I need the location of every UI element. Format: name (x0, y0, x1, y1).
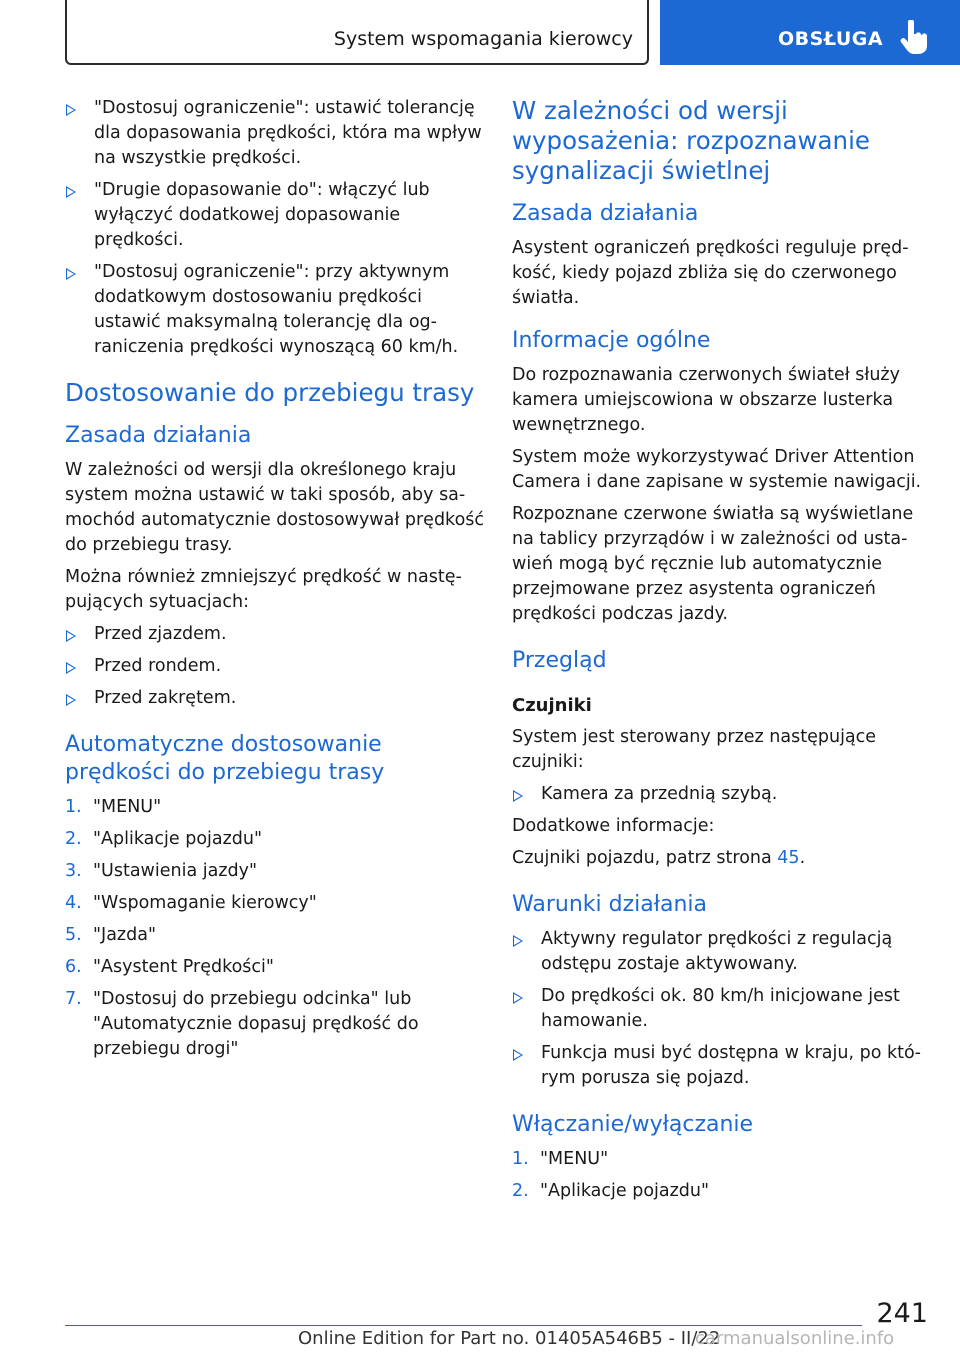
bullet-triangle-icon (513, 790, 523, 802)
bullet-triangle-icon (66, 630, 76, 642)
list-item: Przed zjazdem. (65, 622, 485, 647)
subsection-title-conditions: Warunki działania (512, 892, 707, 917)
minor-title-sensors: Czujniki (512, 695, 592, 716)
list-item: Przed zakrętem. (65, 686, 485, 711)
paragraph: W zależności od wersji dla określonego kraju system można ustawić w taki sposób, aby samochód automatycznie dostosowywał prędkość do przebiegu trasy. (65, 460, 485, 555)
list-item: 3. "Ustawienia jazdy" (65, 861, 258, 881)
subsection-title-onoff: Włączanie/wyłączanie (512, 1112, 754, 1137)
list-item: 4. "Wspomaganie kierowcy" (65, 893, 317, 913)
header-chapter-tab (660, 0, 960, 65)
list-item: Funkcja musi być dostępna w kraju, po którym porusza się pojazd. (512, 1041, 932, 1091)
list-item: 1. "MENU" (65, 797, 162, 817)
header-section-box (65, 0, 649, 65)
subsection-title-principle: Zasada działania (65, 423, 252, 448)
list-item: Kamera za przednią szybą. (512, 782, 932, 807)
bullet-triangle-icon (66, 662, 76, 674)
bullet-triangle-icon (66, 694, 76, 706)
paragraph: Można również zmniejszyć prędkość w następujących sytuacjach: (65, 567, 462, 612)
subsection-title-overview: Przegląd (512, 648, 607, 673)
right-column (512, 96, 932, 1211)
paragraph: Asystent ograniczeń prędkości reguluje prędkość, kiedy pojazd zbliża się do czerwonego światła. (512, 238, 909, 308)
section-title-route-adaptation: Dostosowanie do przebiegu trasy (65, 378, 475, 407)
list-item: 2. "Aplikacje pojazdu" (65, 829, 263, 849)
section-title-traffic-lights: W zależności od wersji wyposażenia: rozpoznawanie sygnalizacji świetlnej (512, 96, 870, 185)
sensors-list (512, 782, 932, 807)
list-item: 5. "Jazda" (65, 925, 157, 945)
list-item: "Dostosuj ograniczenie": ustawić tolerancję dla dopasowania prędkości, która ma wpływ na wszystkie prędkości. (65, 96, 485, 171)
tolerance-options-list (65, 96, 485, 360)
bullet-triangle-icon (513, 1049, 523, 1061)
onoff-steps-list (512, 1147, 932, 1204)
bullet-triangle-icon (66, 104, 76, 116)
paragraph: System może wykorzystywać Driver Attention Camera i dane zapisane w systemie nawigacji. (512, 447, 922, 492)
bullet-triangle-icon (66, 186, 76, 198)
conditions-list (512, 927, 932, 1091)
list-item: "Dostosuj ograniczenie": przy aktywnym dodatkowym dostosowaniu prędkości ustawić maksymalną tolerancję dla ograniczenia prędkości wynoszącą 60 km/h. (65, 260, 485, 360)
subsection-title-auto-adaptation: Automatyczne dostosowanie prędkości do przebiegu trasy (65, 732, 385, 785)
paragraph: Dodatkowe informacje: (512, 816, 715, 836)
list-item: 7. "Dostosuj do przebiegu odcinka" lub "Automatycznie dopasuj prędkość do przebiegu drogi" (65, 989, 419, 1059)
list-item: 1. "MENU" (512, 1149, 609, 1169)
page-number: 241 (876, 1298, 928, 1329)
subsection-title-general: Informacje ogólne (512, 328, 711, 353)
page-reference-link[interactable]: 45 (777, 848, 800, 868)
footer-divider (65, 1325, 862, 1326)
list-item: Aktywny regulator prędkości z regulacją odstępu zostaje aktywowany. (512, 927, 932, 977)
header-chapter-label: OBSŁUGA (778, 28, 884, 50)
list-item: Do prędkości ok. 80 km/h inicjowane jest hamowanie. (512, 984, 932, 1034)
list-item: Przed rondem. (65, 654, 485, 679)
header-section-title: System wspomagania kierowcy (333, 28, 633, 50)
subsection-title-principle: Zasada działania (512, 201, 699, 226)
list-item: 6. "Asystent Prędkości" (65, 957, 274, 977)
footer-edition-text: Online Edition for Part no. 01405A546B5 - II/22 (298, 1328, 721, 1349)
hand-pointer-icon (900, 20, 930, 56)
bullet-triangle-icon (513, 935, 523, 947)
situations-list (65, 622, 485, 711)
list-item: "Drugie dopasowanie do": włączyć lub wyłączyć dodatkowej dopasowanie prędkości. (65, 178, 485, 253)
left-column (65, 96, 485, 1069)
sensors-reference: Czujniki pojazdu, patrz strona 45. (512, 848, 806, 868)
bullet-triangle-icon (66, 268, 76, 280)
bullet-triangle-icon (513, 992, 523, 1004)
steps-list (65, 795, 485, 1062)
list-item: 2. "Aplikacje pojazdu" (512, 1181, 710, 1201)
paragraph: Rozpoznane czerwone światła są wyświetlane na tablicy przyrządów i w zależności od ustawień mogą być ręcznie lub automatycznie przejmowane przez asystenta ograniczeń prędkości podczas jazdy. (512, 504, 914, 624)
paragraph: System jest sterowany przez następujące czujniki: (512, 727, 877, 772)
footer-watermark: carmanualsonline.info (695, 1328, 895, 1349)
paragraph: Do rozpoznawania czerwonych świateł służy kamera umiejscowiona w obszarze lusterka wewnętrznego. (512, 365, 900, 435)
